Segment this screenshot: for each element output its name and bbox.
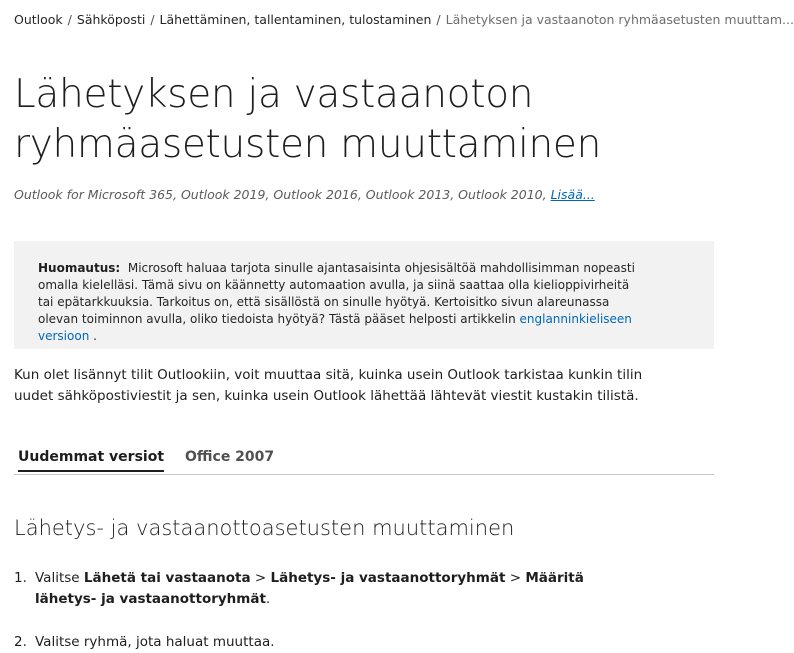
applies-to-products: Outlook for Microsoft 365, Outlook 2019, Outlook 2016, Outlook 2013, Outlook 2010, (14, 187, 547, 202)
ui-path-send-receive: Lähetä tai vastaanota (83, 570, 251, 586)
path-separator: > (505, 570, 526, 586)
breadcrumb-separator: / (67, 12, 72, 27)
step-end: . (265, 591, 271, 607)
version-tabs (14, 449, 714, 475)
breadcrumb (14, 12, 794, 27)
breadcrumb-separator: / (150, 12, 155, 27)
applies-to-more-link[interactable]: Lisää... (550, 187, 595, 202)
section-heading: Lähetys- ja vastaanottoasetusten muuttaminen (14, 516, 515, 540)
note-body: Microsoft haluaa tarjota sinulle ajantasaisinta ohjesisältöä mahdollisimman nopeasti omalla kielelläsi. Tämä sivu on käännetty automaation avulla, ja siinä saattaa olla kielioppivirheitä tai epätarkkuuksia. Tarkoitus on, että sisällöstä on sinulle hyötyä. Kertoisitko sivun alareunassa olevan toiminnon avulla, oliko tiedoista hyötyä? Tästä pääset helposti artikkelin (38, 261, 635, 326)
translation-note (14, 241, 714, 349)
step-body (35, 568, 634, 610)
ui-path-define-groups: Määritä lähetys- ja vastaanottoryhmät (35, 570, 584, 607)
english-version-link[interactable]: englanninkieliseen versioon (38, 312, 632, 343)
note-label: Huomautus: (38, 261, 121, 275)
breadcrumb-item-email[interactable]: Sähköposti (76, 12, 146, 27)
note-end: . (93, 329, 97, 343)
breadcrumb-item-send-save-print[interactable]: Lähettäminen, tallentaminen, tulostaminen (159, 12, 432, 27)
tab-newer-versions[interactable]: Uudemmat versiot (18, 449, 164, 472)
list-item (14, 568, 634, 610)
page-title-line2: ryhmäasetusten muuttaminen (14, 122, 602, 167)
tab-office-2007[interactable]: Office 2007 (185, 449, 275, 465)
page-title (14, 70, 694, 170)
page-title-line1: Lähetyksen ja vastaanoton (14, 72, 534, 117)
step-number: 1. (14, 570, 27, 586)
step-number: 2. (14, 634, 27, 650)
step-text: Valitse (35, 570, 84, 586)
step-body: Valitse ryhmä, jota haluat muuttaa. (35, 634, 275, 650)
breadcrumb-current: Lähetyksen ja vastaanoton ryhmäasetusten muuttam... (445, 12, 794, 27)
list-item (14, 632, 634, 653)
path-separator: > (250, 570, 271, 586)
applies-to (14, 187, 595, 202)
breadcrumb-separator: / (436, 12, 441, 27)
breadcrumb-item-outlook[interactable]: Outlook (14, 12, 63, 27)
ui-path-send-receive-groups: Lähetys- ja vastaanottoryhmät (270, 570, 506, 586)
intro-paragraph: Kun olet lisännyt tilit Outlookiin, voit muuttaa sitä, kuinka usein Outlook tarkistaa kunkin tilin uudet sähköpostiviestit ja sen, kuinka usein Outlook lähettää lähtevät viestit kustakin tilistä. (14, 367, 643, 404)
note-text (38, 260, 638, 345)
